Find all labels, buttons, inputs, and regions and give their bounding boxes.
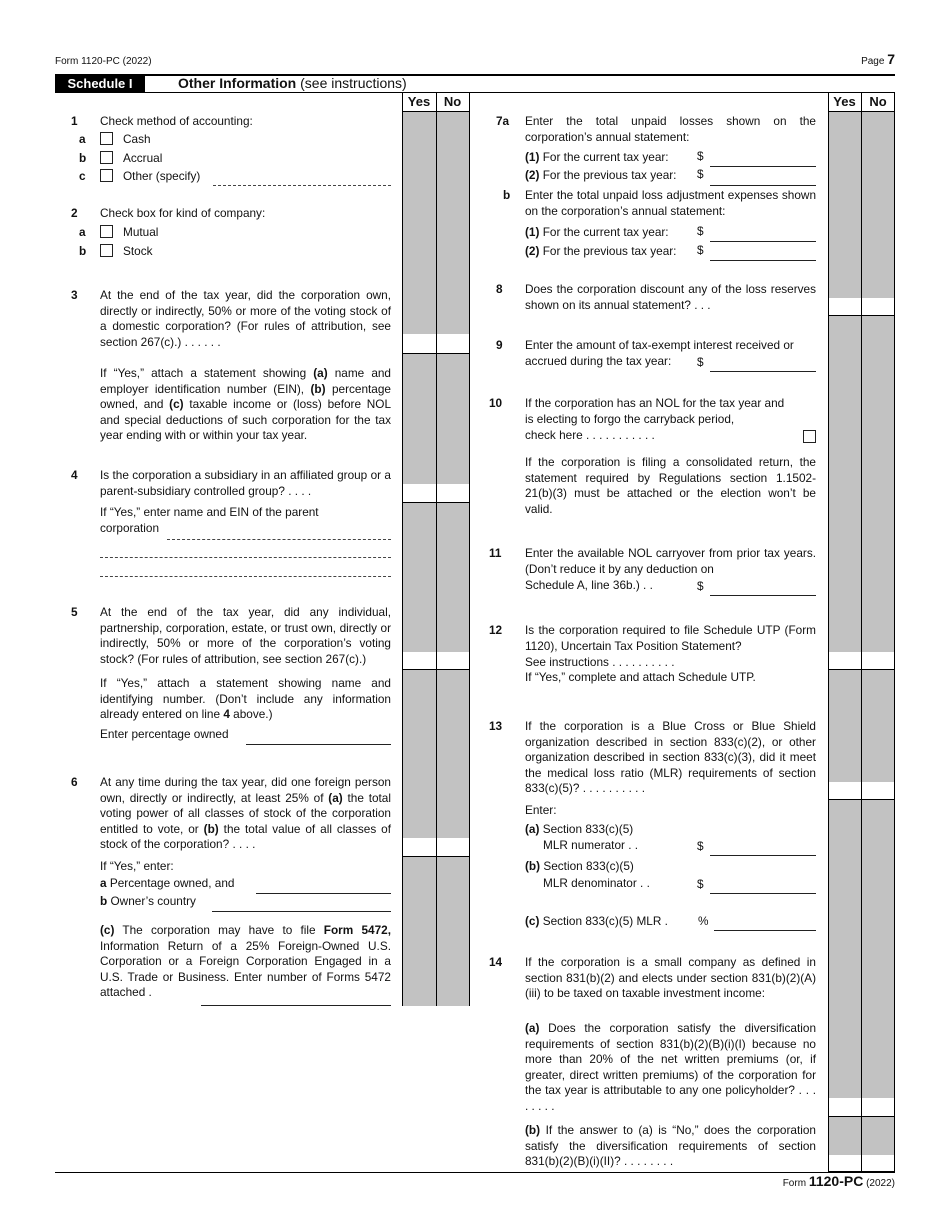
q2-text: Check box for kind of company: (100, 206, 266, 220)
column-rule (861, 92, 862, 1172)
dollar-sign: $ (697, 355, 704, 369)
q6a-label: a Percentage owned, and (100, 876, 235, 890)
q5-text: At the end of the tax year, did any individual, partnership, corporation, estate, or trust own, directly or indirectly, 50% or more of the corporation’s voting stock? (For rules of attribution, see section 267(c).) (100, 605, 391, 666)
q7a-text: Enter the total unpaid losses shown on the corporation’s annual statement: (525, 114, 816, 144)
page-number: Page 7 (861, 51, 895, 67)
accrual-label: Accrual (123, 151, 163, 165)
line-number: 9 (496, 338, 503, 352)
forms-5472-field[interactable] (201, 1005, 391, 1006)
parent-corp-field[interactable] (167, 539, 391, 540)
no-answer-shaded (436, 503, 469, 652)
column-rule (894, 92, 895, 1172)
mutual-checkbox[interactable] (100, 225, 113, 238)
q3-text: At the end of the tax year, did the corporation own, directly or indirectly, 50% or more of the voting stock of a domestic corporation? (For rules of attribution, see section 267(c).) . . . . . . (100, 288, 391, 349)
q13a-label: MLR numerator . . (543, 838, 639, 852)
q9-text: accrued during the tax year: (525, 354, 672, 368)
yes-header: Yes (407, 94, 431, 109)
mlr-numerator-field[interactable] (710, 855, 816, 856)
q12-text: See instructions . . . . . . . . . . (525, 655, 675, 669)
line-number: 3 (71, 288, 78, 302)
yes-answer-box[interactable] (402, 838, 436, 857)
forgo-carryback-checkbox[interactable] (803, 430, 816, 443)
q9-field[interactable] (710, 371, 816, 372)
q5-note: If “Yes,” attach a statement showing name and identifying number. (Don’t include any information already entered on line 4 above.) (100, 676, 391, 722)
q3-note: If “Yes,” attach a statement showing (a) name and employer identification number (EIN), (b) percentage owned, and (c) taxable income or (loss) before NOL and special deductions of such corporation for the tax year ending with or within your tax year. (100, 366, 392, 443)
pct-owned-field[interactable] (256, 893, 391, 894)
q10-text: check here . . . . . . . . . . . (525, 428, 655, 442)
q14-text: If the corporation is a small company as defined in section 831(b)(2) and elects under section 831(b)(2)(A)(iii) to be taxed on taxable investment income: (525, 955, 816, 1001)
line-number: 13 (489, 719, 503, 733)
owner-country-field[interactable] (212, 911, 391, 912)
q7b1-field[interactable] (710, 241, 816, 242)
q4-text: Is the corporation a subsidiary in an affiliated group or a parent-subsidiary controlled group? . . . . (100, 468, 391, 498)
yes-answer-box[interactable] (828, 782, 861, 800)
no-answer-shaded (861, 316, 894, 652)
cash-checkbox[interactable] (100, 132, 113, 145)
divider (55, 92, 895, 93)
column-rule (828, 92, 829, 1172)
dollar-sign: $ (697, 149, 704, 163)
q13c-label: (c) Section 833(c)(5) MLR . (525, 914, 668, 928)
line-number: 4 (71, 468, 78, 482)
q8-text: Does the corporation discount any of the loss reserves shown on its annual statement? . . . (525, 282, 816, 312)
q12-text: Is the corporation required to file Schedule UTP (Form 1120), Uncertain Tax Position Statement? (525, 623, 816, 653)
line-number: 10 (489, 396, 503, 410)
q12-note: If “Yes,” complete and attach Schedule UTP. (525, 670, 756, 684)
section-title: Other Information (see instructions) (178, 75, 407, 91)
no-header: No (443, 94, 462, 109)
mlr-field[interactable] (714, 930, 816, 931)
yes-answer-shaded (828, 1117, 861, 1155)
dollar-sign: $ (697, 839, 704, 853)
no-answer-box[interactable] (861, 1098, 894, 1117)
q14a-text: (a) Does the corporation satisfy the diversification requirements of section 831(b)(2)(B)(i)(I) because no more than 20% of the net written premiums (or, if greater, direct written premiums) of the corporation for the tax year is attributable to any one policyholder? . . . . . . . . (525, 1021, 816, 1113)
stock-checkbox[interactable] (100, 244, 113, 257)
no-answer-box[interactable] (436, 334, 469, 354)
q14b-text: (b) If the answer to (a) is “No,” does the corporation satisfy the diversification requirements of section 831(b)(2)(B)(i)(II)? . . . . . . . . (525, 1123, 816, 1169)
q13a-label: (a) Section 833(c)(5) (525, 822, 634, 836)
yes-answer-box[interactable] (828, 298, 861, 316)
q6-text: At any time during the tax year, did one foreign person own, directly or indirectly, at least 25% of (a) the total voting power of all classes of stock of the corporation entitled to vote, or (b) the total value of all classes of stock of the corporation? . . . . (100, 775, 391, 852)
q9-text: Enter the amount of tax-exempt interest received or (525, 338, 794, 352)
yes-answer-shaded (402, 857, 436, 1006)
other-label: Other (specify) (123, 169, 201, 183)
accrual-checkbox[interactable] (100, 151, 113, 164)
mlr-denominator-field[interactable] (710, 893, 816, 894)
line-number: 2 (71, 206, 78, 220)
yes-answer-box[interactable] (402, 484, 436, 503)
dollar-sign: $ (697, 224, 704, 238)
other-specify-field[interactable] (213, 185, 391, 186)
pct-owned-label: Enter percentage owned (100, 727, 229, 741)
yes-answer-shaded (402, 503, 436, 652)
line-letter: b (503, 188, 511, 202)
mutual-label: Mutual (123, 225, 159, 239)
no-answer-box[interactable] (436, 838, 469, 857)
percent-sign: % (698, 914, 709, 928)
parent-corp-field[interactable] (100, 576, 391, 577)
no-answer-box[interactable] (861, 652, 894, 670)
q7b1-label: (1) For the current tax year: (525, 225, 669, 239)
pct-owned-field[interactable] (246, 744, 391, 745)
yes-header: Yes (833, 94, 856, 109)
no-answer-shaded (861, 1117, 894, 1155)
no-answer-shaded (436, 354, 469, 484)
yes-answer-shaded (828, 800, 861, 1098)
dollar-sign: $ (697, 167, 704, 181)
q6c-text: (c) The corporation may have to file Form 5472, Information Return of a 25% Foreign-Owned U.S. Corporation or a Foreign Corporation Engaged in a U.S. Trade or Business. Enter number of Forms 5472 attached . (100, 923, 391, 1000)
yes-answer-shaded (402, 670, 436, 838)
line-number: 1 (71, 114, 78, 128)
yes-answer-shaded (828, 316, 861, 652)
q7b2-field[interactable] (710, 260, 816, 261)
column-rule (828, 111, 894, 112)
yes-answer-box[interactable] (828, 1155, 861, 1172)
yes-answer-box[interactable] (402, 334, 436, 354)
q7a2-field[interactable] (710, 185, 816, 186)
no-answer-shaded (861, 800, 894, 1098)
stock-label: Stock (123, 244, 153, 258)
line-letter: b (79, 151, 87, 165)
q11-text: Schedule A, line 36b.) . . (525, 578, 653, 592)
line-number: 11 (489, 546, 502, 560)
no-answer-box[interactable] (436, 652, 469, 670)
line-number: 14 (489, 955, 503, 969)
no-answer-shaded (861, 670, 894, 782)
no-answer-shaded (436, 670, 469, 838)
q6-enter: If “Yes,” enter: (100, 859, 174, 873)
line-number: 6 (71, 775, 78, 789)
column-rule (436, 92, 437, 1006)
line-number: 5 (71, 605, 78, 619)
q1-text: Check method of accounting: (100, 114, 253, 128)
q4-note: corporation (100, 521, 160, 535)
yes-answer-shaded (828, 112, 861, 298)
line-letter: b (79, 244, 87, 258)
yes-answer-box[interactable] (828, 652, 861, 670)
no-answer-box[interactable] (861, 298, 894, 316)
divider (55, 1172, 895, 1173)
line-number: 12 (489, 623, 503, 637)
no-answer-box[interactable] (861, 782, 894, 800)
q10-text: If the corporation has an NOL for the tax year and is electing to forgo the carryback period, (525, 396, 785, 426)
yes-answer-box[interactable] (828, 1098, 861, 1117)
q6b-label: b Owner’s country (100, 894, 196, 908)
q11-text: Enter the available NOL carryover from prior tax years. (Don’t reduce it by any deduction on (525, 546, 816, 576)
no-answer-shaded (436, 112, 469, 334)
line-number: 7a (496, 114, 510, 128)
other-checkbox[interactable] (100, 169, 113, 182)
q7a1-label: (1) For the current tax year: (525, 150, 669, 164)
q7a1-field[interactable] (710, 166, 816, 167)
column-rule (402, 111, 469, 112)
q13-text: If the corporation is a Blue Cross or Blue Shield organization described in section 833(c)(2), or other organization described in section 833(c)(3), did it meet the medical loss ratio (MLR) requirements of section 833(c)(5)? . . . . . . . . . . (525, 719, 816, 796)
yes-answer-shaded (828, 670, 861, 782)
dollar-sign: $ (697, 877, 704, 891)
line-number: 8 (496, 282, 503, 296)
dollar-sign: $ (697, 579, 704, 593)
cash-label: Cash (123, 132, 151, 146)
line-letter: a (79, 132, 86, 146)
yes-answer-shaded (402, 354, 436, 484)
dollar-sign: $ (697, 243, 704, 257)
column-rule (469, 92, 470, 1006)
line-letter: a (79, 225, 86, 239)
footer-form-id: Form 1120-PC (2022) (782, 1173, 895, 1189)
no-answer-box[interactable] (436, 484, 469, 503)
no-answer-box[interactable] (861, 1155, 894, 1172)
q11-field[interactable] (710, 595, 816, 596)
parent-corp-field[interactable] (100, 557, 391, 558)
q13b-label: MLR denominator . . (543, 876, 650, 890)
q13b-label: (b) Section 833(c)(5) (525, 859, 634, 873)
q10-note: If the corporation is filing a consolidated return, the statement required by Regulations section 1.1502-21(b)(3) must be attached or the election won’t be valid. (525, 455, 816, 516)
schedule-label: Schedule I (55, 75, 145, 92)
no-answer-shaded (861, 112, 894, 298)
q13-enter: Enter: (525, 803, 557, 817)
line-letter: c (79, 169, 86, 183)
column-rule (402, 92, 403, 1006)
q7a2-label: (2) For the previous tax year: (525, 168, 677, 182)
no-header: No (869, 94, 887, 109)
q7b-text: Enter the total unpaid loss adjustment expenses shown on the corporation’s annual statement: (525, 188, 816, 218)
yes-answer-box[interactable] (402, 652, 436, 670)
q7b2-label: (2) For the previous tax year: (525, 244, 677, 258)
form-id: Form 1120-PC (2022) (55, 56, 152, 67)
no-answer-shaded (436, 857, 469, 1006)
yes-answer-shaded (402, 112, 436, 334)
q4-note: If “Yes,” enter name and EIN of the parent (100, 505, 319, 519)
